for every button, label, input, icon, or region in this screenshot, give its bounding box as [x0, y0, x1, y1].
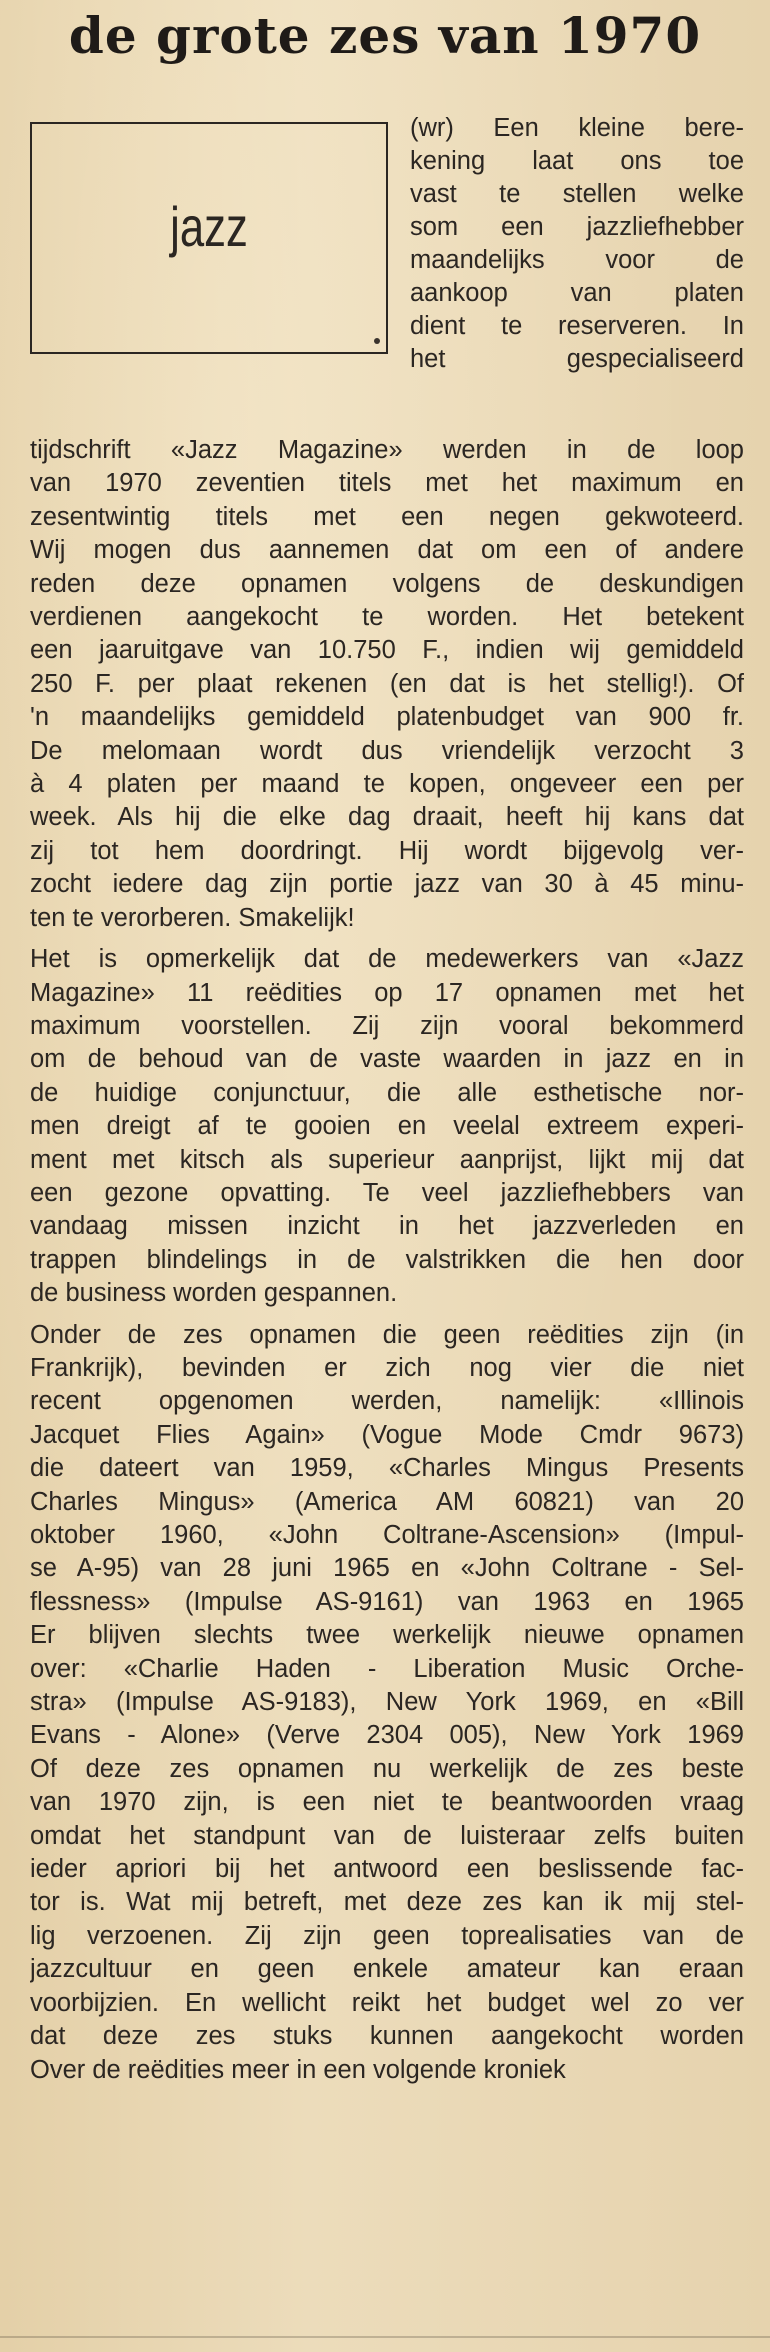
text-line: Evans - Alone» (Verve 2304 005), New York 1969 [30, 1721, 744, 1750]
paragraph-gap [30, 1311, 744, 1319]
text-line: recent opgenomen werden, namelijk: «Illinois [30, 1387, 744, 1416]
text-line: 'n maandelijks gemiddeld platenbudget van 900 fr. [30, 703, 744, 732]
section-box [30, 122, 388, 354]
text-line: Magazine» 11 reëdities op 17 opnamen met het [30, 978, 744, 1007]
text-line: tijdschrift «Jazz Magazine» werden in de loop [30, 436, 744, 464]
text-line: De melomaan wordt dus vriendelijk verzocht 3 [30, 736, 744, 765]
text-line: men dreigt af te gooien en veelal extreem experi- [30, 1112, 744, 1141]
intro-line: kening laat ons toe [410, 147, 744, 175]
text-line: zesentwintig titels met een negen gekwoteerd. [30, 502, 744, 531]
text-line: van 1970 zijn, is een niet te beantwoorden vraag [30, 1788, 744, 1817]
text-line: Over de reëdities meer in een volgende kroniek [30, 2055, 566, 2084]
text-line: een jaaruitgave van 10.750 F., indien wij gemiddeld [30, 636, 744, 665]
text-line: die dateert van 1959, «Charles Mingus Presents [30, 1454, 744, 1483]
text-line: de huidige conjunctuur, die alle esthetische nor- [30, 1078, 744, 1107]
intro-line: maandelijks voor de [410, 246, 744, 274]
text-line: zij tot hem doordringt. Hij wordt bijgevolg ver- [30, 836, 744, 865]
intro-column [410, 112, 744, 376]
text-line: jazzcultuur en geen enkele amateur kan eraan [30, 1955, 744, 1984]
text-line: tor is. Wat mij betreft, met deze zes kan ik mij stel- [30, 1888, 744, 1917]
text-line: reden deze opnamen volgens de deskundigen [30, 569, 744, 598]
text-line: de business worden gespannen. [30, 1279, 398, 1308]
text-line: een gezone opvatting. Te veel jazzliefhebbers van [30, 1178, 744, 1207]
text-line: ieder apriori bij het antwoord een beslissende fac- [30, 1855, 744, 1884]
text-line: zocht iedere dag zijn portie jazz van 30 à 45 minu- [30, 870, 744, 899]
text-line: voorbijzien. En wellicht reikt het budget wel zo ver [30, 1988, 744, 2017]
text-line: lig verzoenen. Zij zijn geen toprealisaties van de [30, 1921, 744, 1950]
text-line: Onder de zes opnamen die geen reëdities zijn (in [30, 1320, 744, 1349]
text-line: à 4 platen per maand te kopen, ongeveer een per [30, 770, 744, 799]
intro-line: dient te reserveren. In [410, 312, 744, 340]
text-line: om de behoud van de vaste waarden in jazz en in [30, 1045, 744, 1074]
text-line: Jacquet Flies Again» (Vogue Mode Cmdr 9673) [30, 1420, 744, 1449]
text-line: over: «Charlie Haden - Liberation Music Orche- [30, 1654, 744, 1683]
text-line: van 1970 zeventien titels met het maximum en [30, 469, 744, 498]
text-line: vandaag missen inzicht in het jazzverleden en [30, 1212, 744, 1241]
text-line: omdat het standpunt van de luisteraar zelfs buiten [30, 1821, 744, 1850]
intro-line: (wr) Een kleine bere- [410, 114, 744, 142]
paragraph [30, 1319, 744, 2087]
intro-line: som een jazzliefhebber [410, 213, 744, 241]
article-body [30, 434, 744, 2087]
intro-line: het gespecialiseerd [410, 345, 744, 373]
text-line: flessness» (Impulse AS-9161) van 1963 en 1965 [30, 1587, 744, 1616]
text-line: verdienen aangekocht te worden. Het betekent [30, 603, 744, 632]
text-line: 250 F. per plaat rekenen (en dat is het stellig!). Of [30, 669, 744, 698]
text-line: week. Als hij die elke dag draait, heeft hij kans dat [30, 803, 744, 832]
text-line: maximum voorstellen. Zij zijn vooral bekommerd [30, 1011, 744, 1040]
text-line: ment met kitsch als superieur aanprijst, lijkt mij dat [30, 1145, 744, 1174]
text-line: ten te verorberen. Smakelijk! [30, 903, 355, 932]
corner-dot [374, 338, 380, 344]
section-label: jazz [170, 195, 248, 258]
text-line: Het is opmerkelijk dat de medewerkers van «Jazz [30, 945, 744, 974]
text-line: Frankrijk), bevinden er zich nog vier die niet [30, 1353, 744, 1382]
intro-line: vast te stellen welke [410, 180, 744, 208]
paragraph-gap [30, 935, 744, 943]
intro-line: aankoop van platen [410, 279, 744, 307]
text-line: oktober 1960, «John Coltrane-Ascension» (Impul- [30, 1521, 744, 1549]
text-line: Er blijven slechts twee werkelijk nieuwe opnamen [30, 1621, 744, 1650]
text-line: dat deze zes stuks kunnen aangekocht worden [30, 2022, 744, 2051]
article-title: de grote zes van 1970 [68, 6, 702, 65]
text-line: Charles Mingus» (America AM 60821) van 20 [30, 1487, 744, 1516]
bottom-edge [0, 2336, 770, 2338]
text-line: trappen blindelings in de valstrikken die hen door [30, 1245, 744, 1274]
text-line: se A-95) van 28 juni 1965 en «John Coltrane - Sel- [30, 1554, 744, 1583]
paragraph [30, 434, 744, 935]
text-line: stra» (Impulse AS-9183), New York 1969, en «Bill [30, 1688, 744, 1717]
paragraph [30, 943, 744, 1310]
text-line: Wij mogen dus aannemen dat om een of andere [30, 536, 744, 565]
text-line: Of deze zes opnamen nu werkelijk de zes beste [30, 1754, 744, 1783]
